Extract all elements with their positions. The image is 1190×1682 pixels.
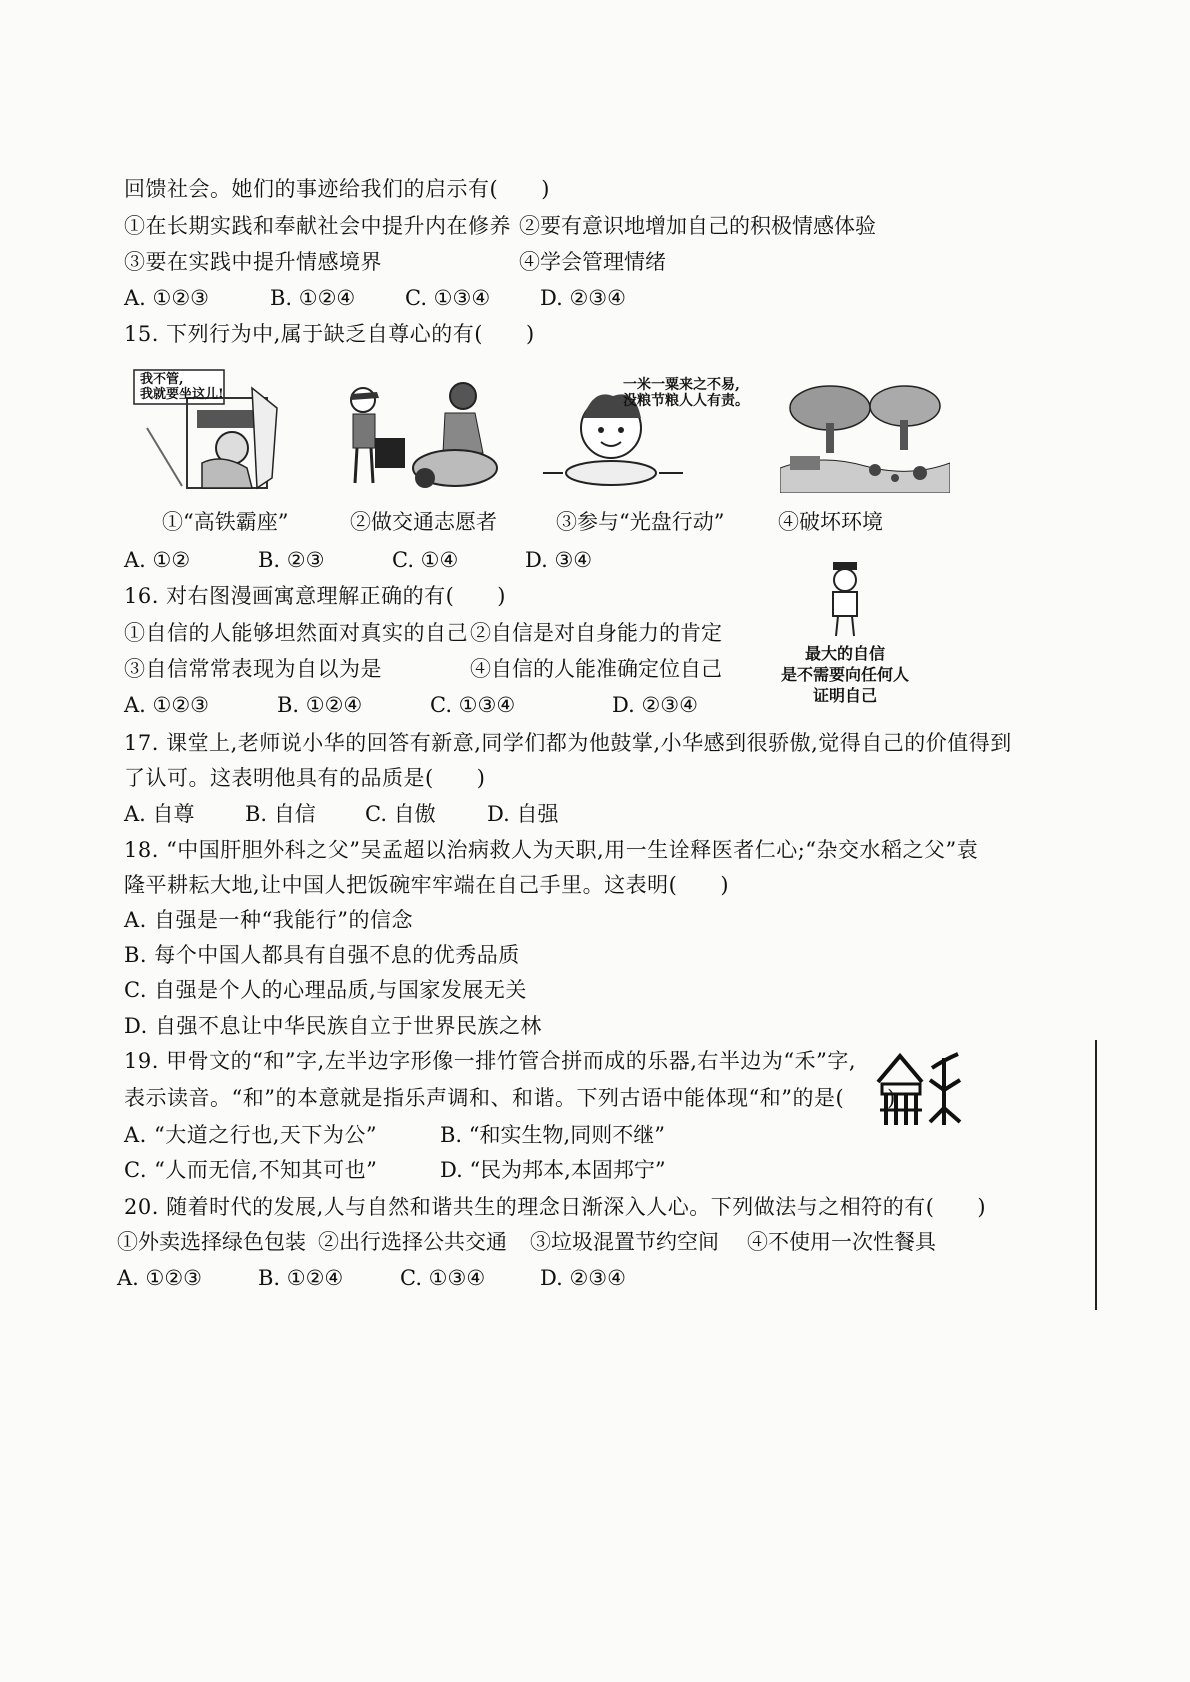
q14-statement-4: ④学会管理情绪 <box>519 250 666 274</box>
q15-option-d: D. ③④ <box>525 548 593 572</box>
caption-3: ③参与“光盘行动” <box>556 510 725 534</box>
bubble-line-1: 一米一粟来之不易, <box>623 377 740 393</box>
q17-option-c: C. 自傲 <box>365 802 436 826</box>
q17-option-b: B. 自信 <box>245 802 316 826</box>
caption-2: ②做交通志愿者 <box>350 510 497 534</box>
q16-option-d: D. ②③④ <box>612 693 698 717</box>
q20-option-c: C. ①③④ <box>400 1266 486 1290</box>
q19-option-d: D. “民为邦本,本固邦宁” <box>440 1158 666 1182</box>
q15-option-a: A. ①② <box>124 548 191 572</box>
q16-statement-1: ①自信的人能够坦然面对真实的自己 <box>124 621 468 645</box>
page-edge-line <box>1095 1040 1097 1310</box>
q14-option-d: D. ②③④ <box>540 286 626 310</box>
q17-option-a: A. 自尊 <box>124 802 195 826</box>
q14-statement-2: ②要有意识地增加自己的积极情感体验 <box>519 214 876 238</box>
bubble-line-2: 我就要坐这儿! <box>140 387 224 402</box>
q14-option-a: A. ①②③ <box>124 286 209 310</box>
q20-option-b: B. ①②④ <box>258 1266 344 1290</box>
cartoon-seat-hogging <box>132 368 282 493</box>
q19-option-b: B. “和实生物,同则不继” <box>440 1123 665 1147</box>
cartoon-confidence <box>770 560 920 710</box>
cartoon-traffic-volunteer <box>335 378 500 493</box>
q20-statement-1: ①外卖选择绿色包装 <box>117 1230 306 1254</box>
q17-line-2: 了认可。这表明他具有的品质是( ) <box>124 766 486 790</box>
oracle-bone-he-glyph <box>872 1050 967 1130</box>
q17-option-d: D. 自强 <box>487 802 559 826</box>
q19-line-2: 表示读音。“和”的本意就是指乐声调和、和谐。下列古语中能体现“和”的是( ) <box>124 1086 896 1110</box>
q14-statement-1: ①在长期实践和奉献社会中提升内在修养 <box>124 214 511 238</box>
q19-line-1: 19. 甲骨文的“和”字,左半边字形像一排竹管合拼而成的乐器,右半边为“禾”字, <box>124 1049 857 1073</box>
q20-option-a: A. ①②③ <box>117 1266 202 1290</box>
bubble-line-2: 没粮节粮人人有责。 <box>623 393 749 409</box>
q15-option-b: B. ②③ <box>258 548 325 572</box>
q16-statement-3: ③自信常常表现为自以为是 <box>124 657 382 681</box>
q18-option-c: C. 自强是个人的心理品质,与国家发展无关 <box>124 978 527 1002</box>
q14-option-c: C. ①③④ <box>405 286 491 310</box>
q20-statement-2: ②出行选择公共交通 <box>318 1230 507 1254</box>
q18-line-1: 18. “中国肝胆外科之父”吴孟超以治病救人为天职,用一生诠释医者仁心;“杂交水稻之父”袁 <box>124 838 979 862</box>
q20-option-d: D. ②③④ <box>540 1266 626 1290</box>
q15-stem: 15. 下列行为中,属于缺乏自尊心的有( ) <box>124 322 535 346</box>
q16-statement-4: ④自信的人能准确定位自己 <box>470 657 722 681</box>
q16-option-c: C. ①③④ <box>430 693 516 717</box>
q18-option-d: D. 自强不息让中华民族自立于世界民族之林 <box>124 1014 542 1038</box>
q16-option-a: A. ①②③ <box>124 693 209 717</box>
q20-statement-3: ③垃圾混置节约空间 <box>530 1230 719 1254</box>
q14-stem-tail: 回馈社会。她们的事迹给我们的启示有( ) <box>124 177 550 201</box>
cartoon-clean-plate <box>543 368 773 493</box>
q16-statement-2: ②自信是对自身能力的肯定 <box>470 621 722 645</box>
q18-option-b: B. 每个中国人都具有自强不息的优秀品质 <box>124 943 520 967</box>
q16-option-b: B. ①②④ <box>277 693 363 717</box>
q18-option-a: A. 自强是一种“我能行”的信念 <box>124 908 413 932</box>
caption-1: ①“高铁霸座” <box>162 510 289 534</box>
cartoon-environment-damage <box>780 378 950 493</box>
q20-statement-4: ④不使用一次性餐具 <box>747 1230 936 1254</box>
cartoon-caption-line-2: 是不需要向任何人 <box>780 665 909 684</box>
q14-option-b: B. ①②④ <box>270 286 356 310</box>
q18-line-2: 隆平耕耘大地,让中国人把饭碗牢牢端在自己手里。这表明( ) <box>124 873 730 897</box>
caption-4: ④破坏环境 <box>778 510 883 534</box>
q16-stem: 16. 对右图漫画寓意理解正确的有( ) <box>124 584 506 608</box>
cartoon-caption-line-1: 最大的自信 <box>804 644 885 663</box>
bubble-line-1: 我不管, <box>140 372 184 387</box>
q19-option-c: C. “人而无信,不知其可也” <box>124 1158 378 1182</box>
q20-line-1: 20. 随着时代的发展,人与自然和谐共生的理念日渐深入人心。下列做法与之相符的有( ) <box>124 1195 987 1219</box>
cartoon-caption-line-3: 证明自己 <box>812 686 877 705</box>
q14-statement-3: ③要在实践中提升情感境界 <box>124 250 382 274</box>
q15-option-c: C. ①④ <box>392 548 459 572</box>
q19-option-a: A. “大道之行也,天下为公” <box>124 1123 378 1147</box>
q17-line-1: 17. 课堂上,老师说小华的回答有新意,同学们都为他鼓掌,小华感到很骄傲,觉得自己的价值得到 <box>124 731 1012 755</box>
